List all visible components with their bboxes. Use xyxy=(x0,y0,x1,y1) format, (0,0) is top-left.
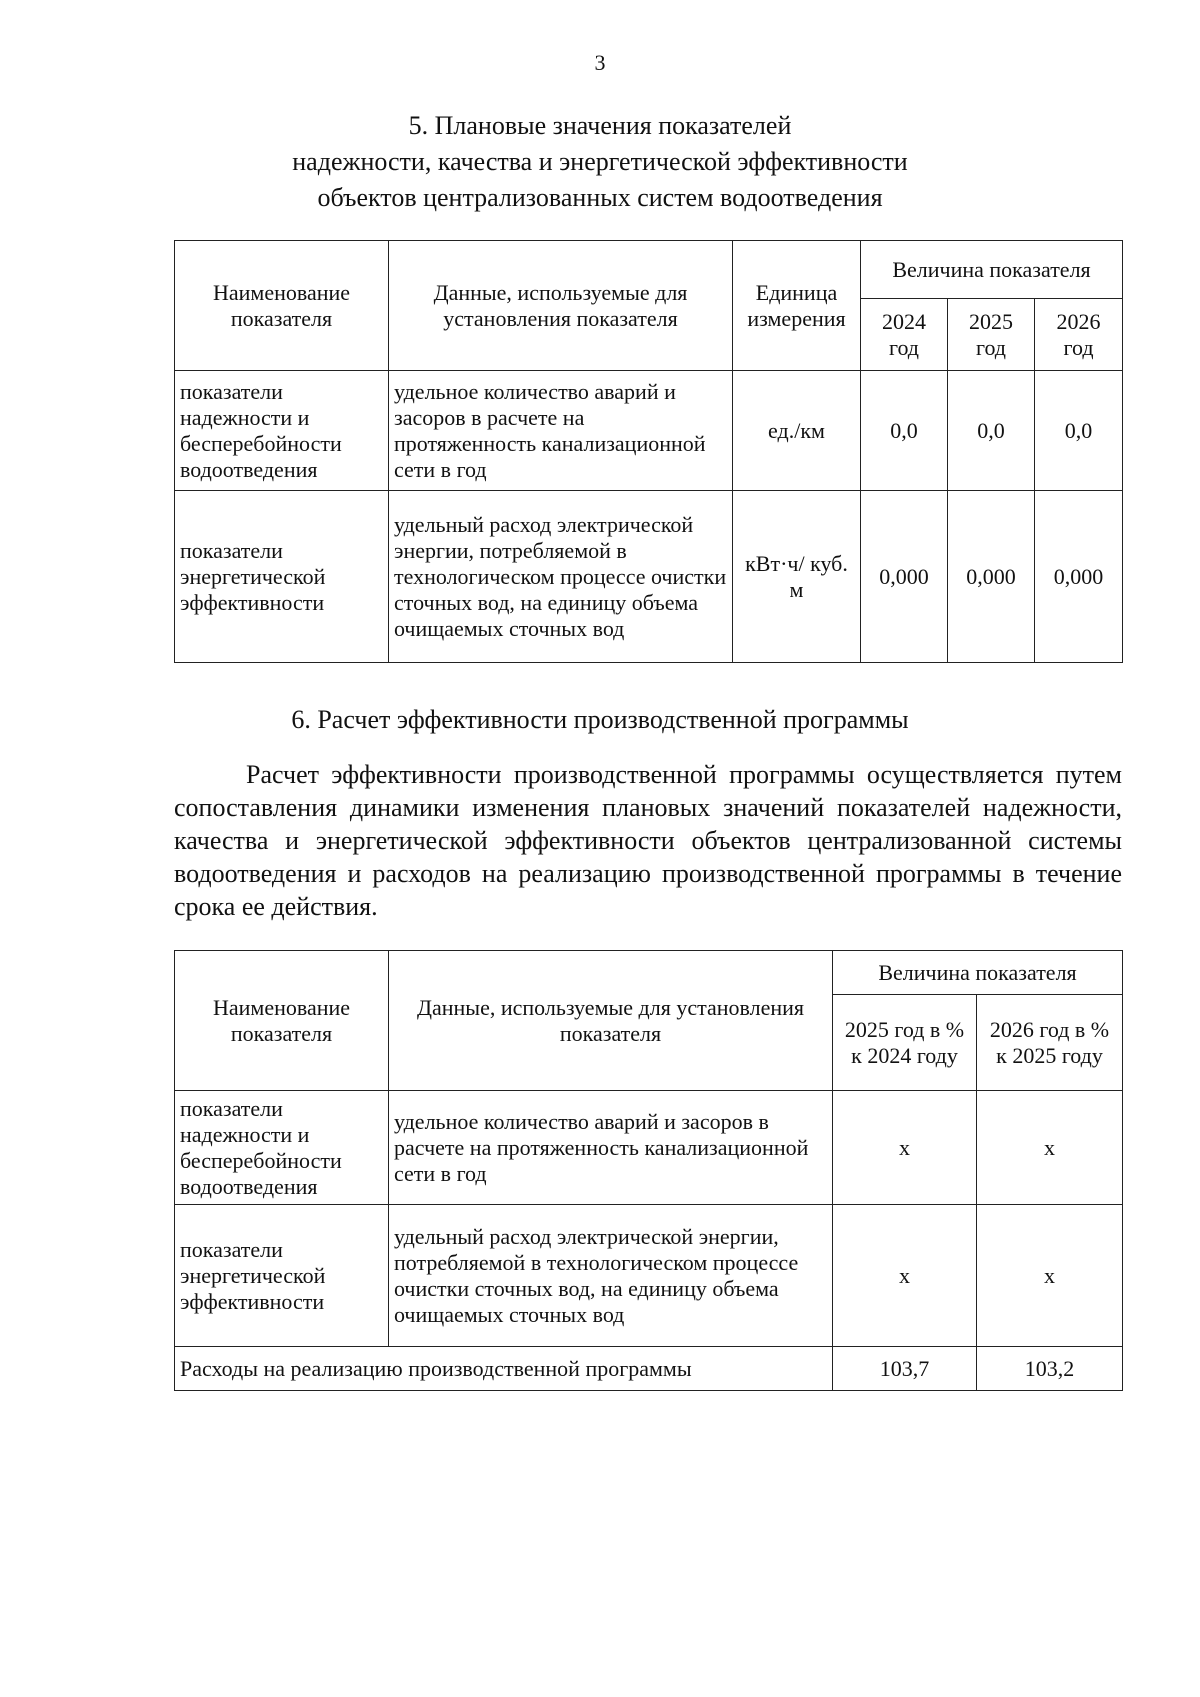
header-name: Наименование показателя xyxy=(175,241,389,371)
total-label: Расходы на реализацию производственной программы xyxy=(175,1347,833,1391)
indicator-data: удельное количество аварий и засоров в расчете на протяженность канализационной сети в год xyxy=(389,371,733,491)
total-value: 103,2 xyxy=(977,1347,1123,1391)
indicator-value: 0,000 xyxy=(861,491,948,663)
header-2025: 2025 год в % к 2024 году xyxy=(833,995,977,1091)
indicator-name: показатели надежности и бесперебойности водоотведения xyxy=(175,1091,389,1205)
table-row xyxy=(175,371,1123,491)
indicator-value: 0,000 xyxy=(1035,491,1123,663)
paragraph-text: Расчет эффективности производственной программы осуществляется путем сопоставления динамики изменения плановых значений показателей надежности, качества и энергетической эффективности объектов централизованной системы водоотведения и расходов на реализацию производственной программы в течение срока ее действия. xyxy=(174,760,1122,921)
indicator-data: удельное количество аварий и засоров в расчете на протяженность канализационной сети в год xyxy=(389,1091,833,1205)
indicator-name: показатели энергетической эффективности xyxy=(175,1205,389,1347)
header-value-group: Величина показателя xyxy=(833,951,1123,995)
page-number: 3 xyxy=(594,50,606,75)
header-year: 2026 год xyxy=(1035,299,1123,371)
indicator-value: 0,0 xyxy=(1035,371,1123,491)
table-row xyxy=(175,491,1123,663)
section6-paragraph xyxy=(174,758,1122,923)
header-value-group: Величина показателя xyxy=(861,241,1123,299)
indicator-value: х xyxy=(977,1205,1123,1347)
table-row xyxy=(175,1205,1123,1347)
header-2026: 2026 год в % к 2025 году xyxy=(977,995,1123,1091)
indicator-unit: кВт·ч/ куб. м xyxy=(733,491,861,663)
indicator-data: удельный расход электрической энергии, потребляемой в технологическом процессе очистки сточных вод, на единицу объема очищаемых сточных вод xyxy=(389,1205,833,1347)
header-year: 2024 год xyxy=(861,299,948,371)
table-row xyxy=(175,1091,1123,1205)
total-value: 103,7 xyxy=(833,1347,977,1391)
indicator-value: х xyxy=(833,1205,977,1347)
header-data: Данные, используемые для установления показателя xyxy=(389,241,733,371)
indicator-name: показатели надежности и бесперебойности водоотведения xyxy=(175,371,389,491)
indicator-value: 0,000 xyxy=(948,491,1035,663)
indicator-data: удельный расход электрической энергии, потребляемой в технологическом процессе очистки сточных вод, на единицу объема очищаемых сточных вод xyxy=(389,491,733,663)
section5-title-line: объектов централизованных систем водоотведения xyxy=(317,183,883,212)
header-data: Данные, используемые для установления показателя xyxy=(389,951,833,1091)
indicator-value: х xyxy=(833,1091,977,1205)
indicator-name: показатели энергетической эффективности xyxy=(175,491,389,663)
indicators-table xyxy=(174,240,1123,663)
header-name: Наименование показателя xyxy=(175,951,389,1091)
section5-title xyxy=(0,108,1200,216)
section6-title: 6. Расчет эффективности производственной программы xyxy=(291,705,909,734)
indicator-unit: ед./км xyxy=(733,371,861,491)
section5-title-line: надежности, качества и энергетической эффективности xyxy=(292,147,908,176)
header-unit: Единица измерения xyxy=(733,241,861,371)
efficiency-table xyxy=(174,950,1123,1391)
header-year: 2025 год xyxy=(948,299,1035,371)
indicator-value: 0,0 xyxy=(861,371,948,491)
indicator-value: х xyxy=(977,1091,1123,1205)
indicator-value: 0,0 xyxy=(948,371,1035,491)
section5-title-line: 5. Плановые значения показателей xyxy=(408,111,792,140)
total-row xyxy=(175,1347,1123,1391)
